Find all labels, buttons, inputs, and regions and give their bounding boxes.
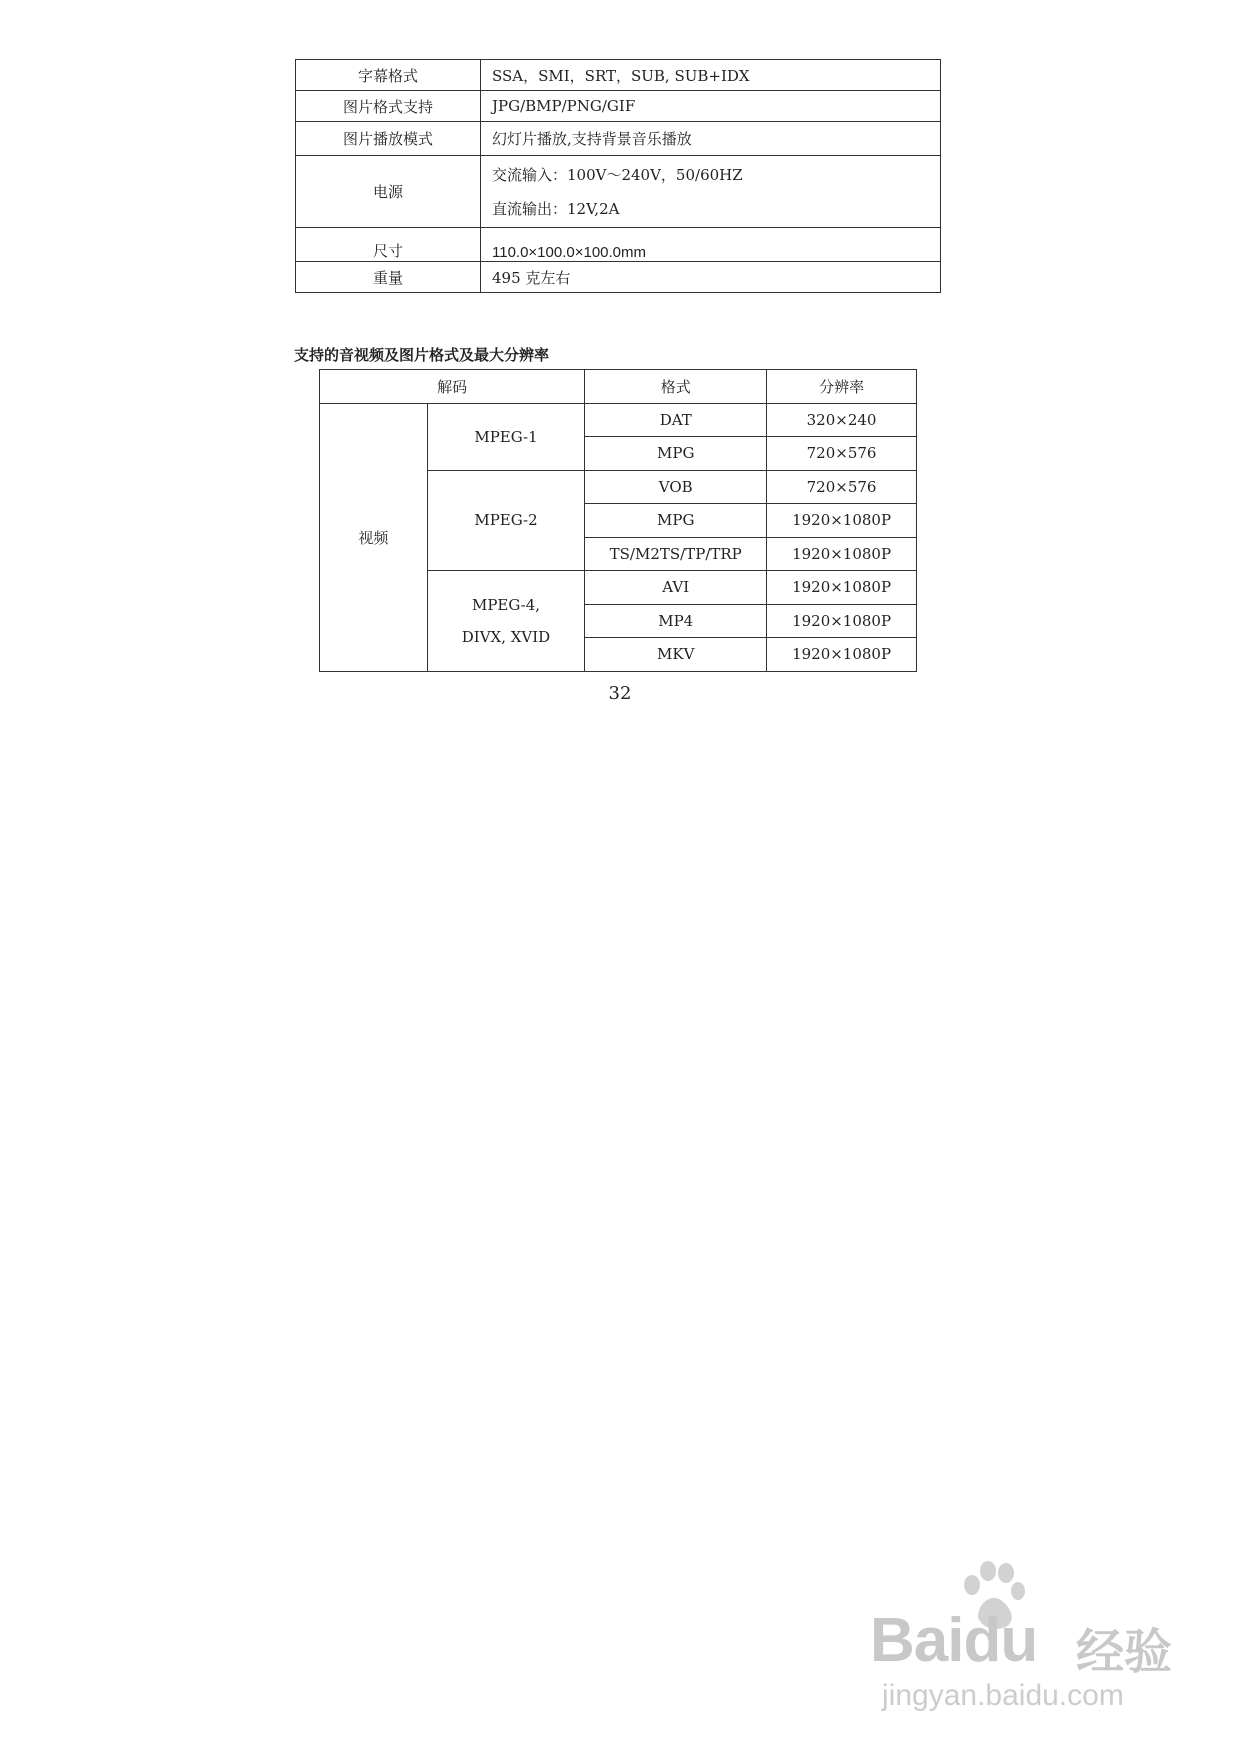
image-mode-value: 幻灯片播放,支持背景音乐播放 <box>481 122 941 156</box>
resolution-header: 分辨率 <box>767 370 917 404</box>
resolution-cell: 720×576 <box>767 470 917 504</box>
codec-mpeg2: MPEG-2 <box>427 470 585 571</box>
subtitle-format-label: 字幕格式 <box>296 60 481 91</box>
format-cell: TS/M2TS/TP/TRP <box>585 537 767 571</box>
codec-mpeg4 <box>427 571 585 672</box>
spec-table <box>295 59 941 293</box>
baidu-jingyan-watermark <box>870 1555 1200 1715</box>
format-cell: MPG <box>585 504 767 538</box>
spec-row-image-mode <box>296 122 941 156</box>
format-cell: MPG <box>585 437 767 471</box>
power-ac-input: 交流输入：100V～240V，50/60HZ <box>492 165 743 184</box>
resolution-cell: 1920×1080P <box>767 638 917 672</box>
resolution-cell: 1920×1080P <box>767 504 917 538</box>
format-cell: AVI <box>585 571 767 605</box>
weight-label: 重量 <box>296 262 481 293</box>
format-cell: MP4 <box>585 604 767 638</box>
image-mode-label: 图片播放模式 <box>296 122 481 156</box>
format-header: 格式 <box>585 370 767 404</box>
subtitle-format-value: SSA，SMI，SRT，SUB, SUB+IDX <box>481 60 941 91</box>
resolution-cell: 1920×1080P <box>767 571 917 605</box>
codec-mpeg4-line1: MPEG-4, <box>471 595 541 614</box>
video-category-cell: 视频 <box>320 403 428 671</box>
decode-header: 解码 <box>320 370 585 404</box>
table-row <box>320 403 917 437</box>
weight-value: 495 克左右 <box>481 262 941 293</box>
codec-mpeg1: MPEG-1 <box>427 403 585 470</box>
watermark-brand-cn: 经验 <box>1076 1626 1173 1679</box>
spec-row-power <box>296 156 941 228</box>
power-dc-output: 直流输出：12V,2A <box>492 199 620 218</box>
section-heading: 支持的音视频及图片格式及最大分辨率 <box>294 346 550 364</box>
resolution-cell: 1920×1080P <box>767 604 917 638</box>
resolution-cell: 1920×1080P <box>767 537 917 571</box>
format-cell: DAT <box>585 403 767 437</box>
power-value <box>481 156 941 228</box>
watermark-brand: Baidu <box>870 1606 1038 1675</box>
power-label: 电源 <box>296 156 481 228</box>
size-value: 110.0×100.0×100.0mm <box>481 228 941 262</box>
resolution-cell: 320×240 <box>767 403 917 437</box>
size-label: 尺寸 <box>296 228 481 262</box>
spec-row-image-format <box>296 91 941 122</box>
codec-mpeg4-line2: DIVX, XVID <box>461 627 551 646</box>
format-cell: VOB <box>585 470 767 504</box>
format-table <box>319 369 917 672</box>
page-number: 32 <box>608 683 632 704</box>
image-format-label: 图片格式支持 <box>296 91 481 122</box>
spec-row-size <box>296 228 941 262</box>
image-format-value: JPG/BMP/PNG/GIF <box>481 91 941 122</box>
spec-row-weight <box>296 262 941 293</box>
format-cell: MKV <box>585 638 767 672</box>
watermark-url: jingyan.baidu.com <box>882 1679 1124 1712</box>
resolution-cell: 720×576 <box>767 437 917 471</box>
spec-row-subtitle <box>296 60 941 91</box>
format-table-header <box>320 370 917 404</box>
